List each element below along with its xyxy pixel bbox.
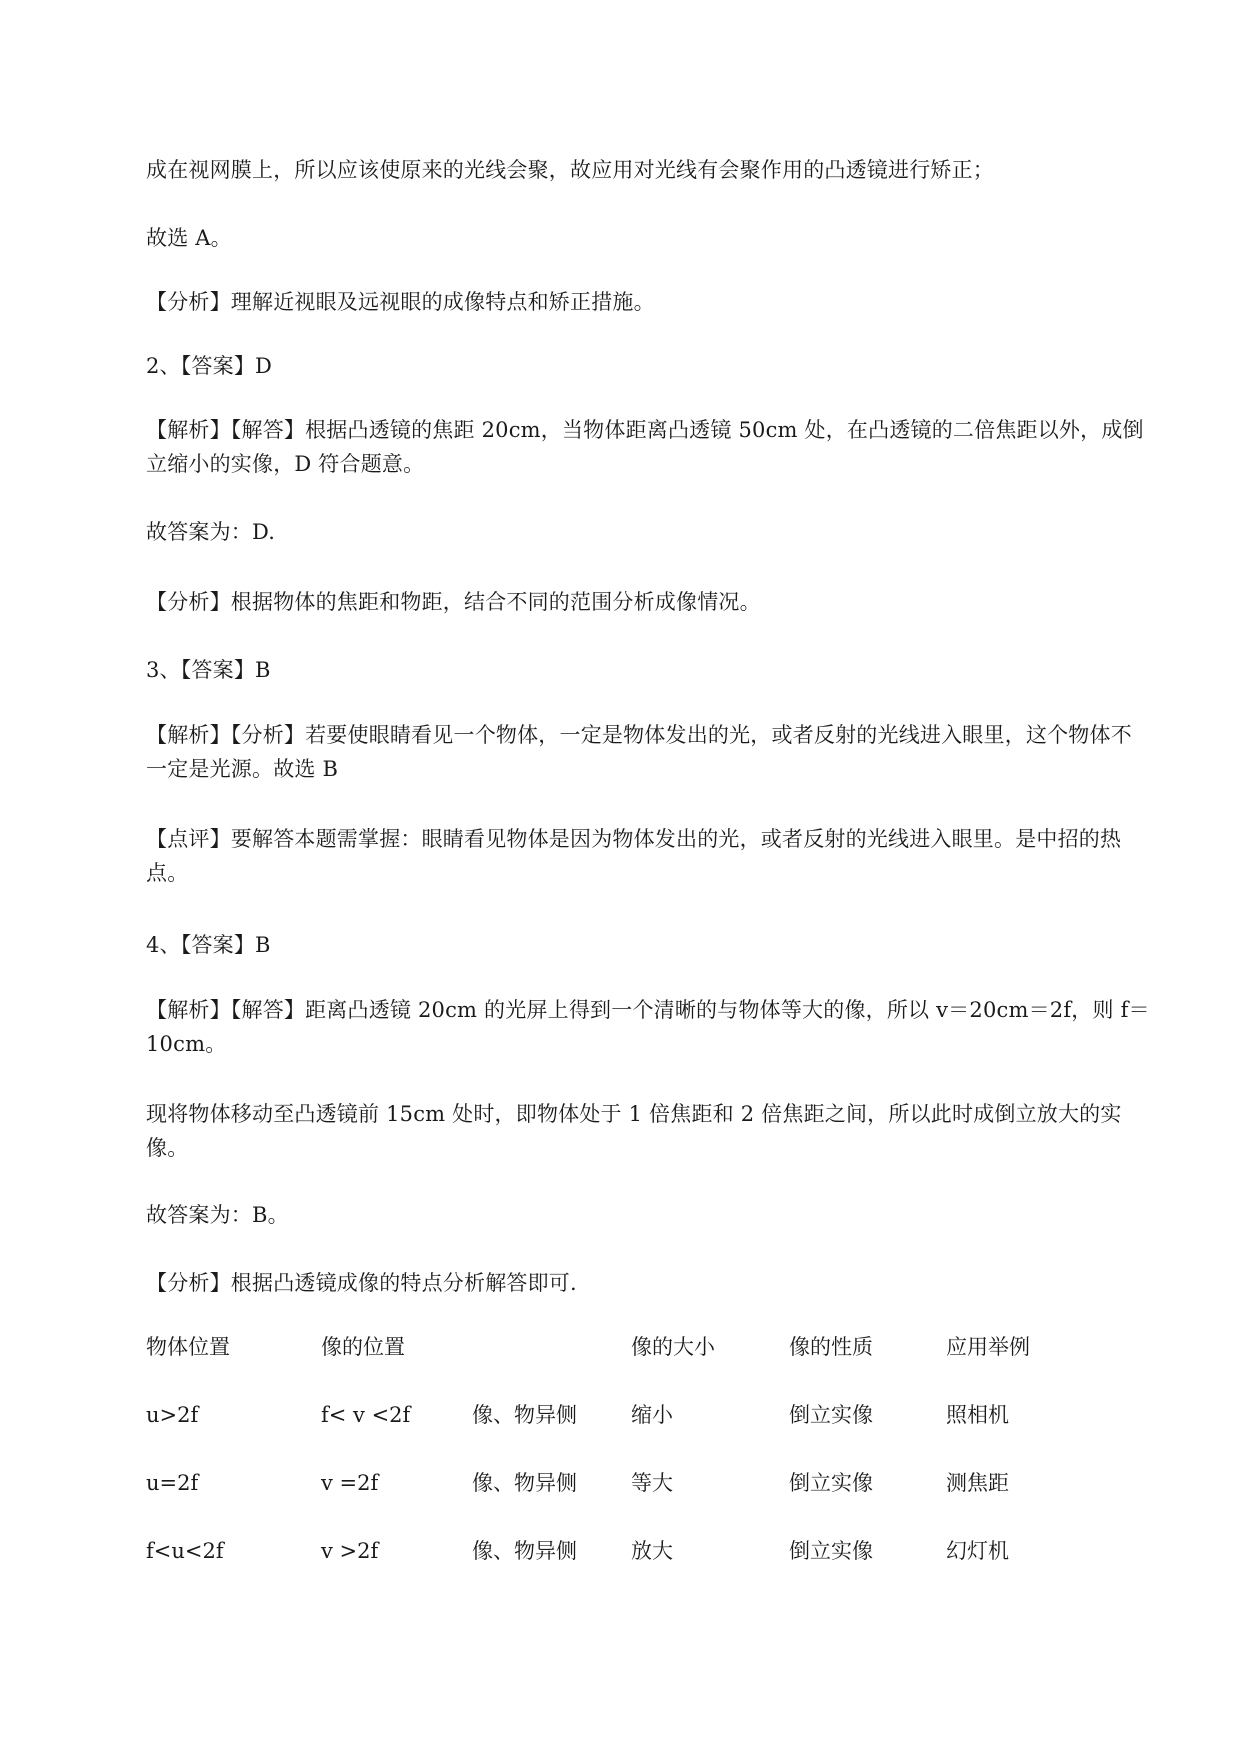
- table-cell: 放大: [631, 1539, 673, 1563]
- paragraph-q4-answer: 4、【答案】B: [146, 933, 271, 957]
- paragraph-q2-answer: 2、【答案】D: [146, 354, 273, 378]
- table-cell: 等大: [631, 1471, 673, 1495]
- table-header-cell: 物体位置: [146, 1335, 230, 1359]
- paragraph-q3-comment: 【点评】要解答本题需掌握：眼睛看见物体是因为物体发出的光，或者反射的光线进入眼里。是中招的热点。: [146, 827, 1122, 885]
- paragraph-q3-explanation: 【解析】【分析】若要使眼睛看见一个物体，一定是物体发出的光，或者反射的光线进入眼里，这个物体不一定是光源。故选 B: [146, 723, 1132, 781]
- table-cell: 倒立实像: [789, 1539, 873, 1563]
- table-cell: 照相机: [946, 1403, 1009, 1427]
- table-cell: 像、物异侧: [472, 1403, 577, 1427]
- table-cell: 倒立实像: [789, 1471, 873, 1495]
- paragraph-q2-conclusion: 故答案为：D.: [146, 520, 276, 544]
- table-header-cell: 像的位置: [321, 1335, 405, 1359]
- paragraph-myopia-correction: 成在视网膜上，所以应该使原来的光线会聚，故应用对光线有会聚作用的凸透镜进行矫正；: [146, 158, 994, 182]
- table-cell: f< v <2f: [321, 1403, 411, 1427]
- table-cell: v =2f: [321, 1471, 379, 1495]
- table-row: [146, 1534, 1151, 1602]
- table-cell: 缩小: [631, 1403, 673, 1427]
- table-cell: 像、物异侧: [472, 1539, 577, 1563]
- paragraph-answer-1: 故选 A。: [146, 226, 232, 250]
- paragraph-q4-conclusion: 故答案为：B。: [146, 1203, 289, 1227]
- table-cell: u=2f: [146, 1471, 199, 1495]
- lens-imaging-table: [146, 1330, 1151, 1602]
- table-cell: 像、物异侧: [472, 1471, 577, 1495]
- table-cell: v >2f: [321, 1539, 379, 1563]
- table-cell: f<u<2f: [146, 1539, 224, 1563]
- paragraph-q2-explanation: 【解析】【解答】根据凸透镜的焦距 20cm，当物体距离凸透镜 50cm 处，在凸透镜的二倍焦距以外，成倒立缩小的实像，D 符合题意。: [146, 418, 1144, 476]
- table-header-cell: 像的性质: [789, 1335, 873, 1359]
- paragraph-q4-analysis: 【分析】根据凸透镜成像的特点分析解答即可.: [146, 1271, 577, 1295]
- paragraph-q2-analysis: 【分析】根据物体的焦距和物距，结合不同的范围分析成像情况。: [146, 590, 761, 614]
- table-header-row: [146, 1330, 1151, 1398]
- table-cell: u>2f: [146, 1403, 199, 1427]
- table-row: [146, 1398, 1151, 1466]
- paragraph-analysis-1: 【分析】理解近视眼及远视眼的成像特点和矫正措施。: [146, 290, 655, 314]
- table-header-cell: 应用举例: [946, 1335, 1030, 1359]
- table-cell: 幻灯机: [946, 1539, 1009, 1563]
- paragraph-q4-explanation: 【解析】【解答】距离凸透镜 20cm 的光屏上得到一个清晰的与物体等大的像，所以 v＝20cm＝2f，则 f＝10cm。: [146, 998, 1150, 1056]
- table-header-cell: 像的大小: [631, 1335, 715, 1359]
- table-cell: 倒立实像: [789, 1403, 873, 1427]
- table-row: [146, 1466, 1151, 1534]
- paragraph-q4-continuation: 现将物体移动至凸透镜前 15cm 处时，即物体处于 1 倍焦距和 2 倍焦距之间，所以此时成倒立放大的实像。: [146, 1102, 1122, 1160]
- paragraph-q3-answer: 3、【答案】B: [146, 658, 271, 682]
- table-cell: 测焦距: [946, 1471, 1009, 1495]
